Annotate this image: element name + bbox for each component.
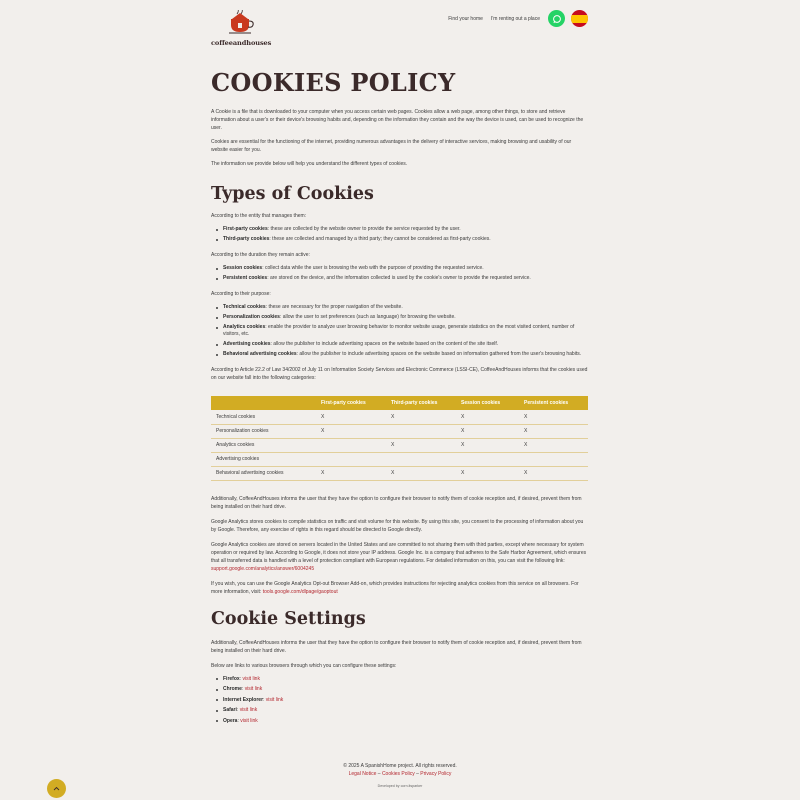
list-item: Personalization cookies: allow the user to set preferences (such as language) for browsing the website. xyxy=(211,314,588,321)
by-entity-intro: According to the entity that manages them: xyxy=(211,213,307,219)
logo-text: coffeeandhouses xyxy=(211,39,272,47)
list-item: Behavioral advertising cookies: allow the publisher to include advertising spaces on the website based on information gathered from the user's browsing habits. xyxy=(211,351,588,358)
table-header-cell: Session cookies xyxy=(456,396,519,410)
table-cell: X xyxy=(456,438,519,452)
ga-paragraph-3: If you wish, you can use the Google Analytics Opt-out Browser Add-on, which provides instructions for rejecting analytics cookies from this service on all browsers. For more information, visit: tools.google.com/dlpage/gaoptout xyxy=(211,580,579,595)
settings-paragraph-1: Additionally, CoffeeAndHouses informs the user that they have the option to configure their browser to notify them of cookie reception and, if desired, prevent them from being installed on their hard drive. xyxy=(211,639,582,654)
table-header-cell xyxy=(211,396,316,410)
table-cell xyxy=(386,452,456,466)
list-item: Third-party cookies: these are collected and managed by a third party; they cannot be considered as first-party cookies. xyxy=(211,236,588,243)
list-item: Internet Explorer: visit link xyxy=(211,697,588,704)
ga-support-link[interactable]: support.google.com/analytics/answer/6004245 xyxy=(211,565,315,572)
list-item: Persistent cookies: are stored on the device, and the information collected is used by the cookie's owner to provide the requested service. xyxy=(211,275,588,282)
list-item: Safari: visit link xyxy=(211,707,588,714)
table-row xyxy=(211,424,588,438)
cookies-table xyxy=(211,396,588,481)
footer-separator: – xyxy=(377,771,381,777)
table-cell: X xyxy=(519,466,588,480)
nav-find-home[interactable]: Find your home xyxy=(448,15,483,22)
list-item: Advertising cookies: allow the publisher to include advertising spaces on the website based on the content of the site itself. xyxy=(211,341,588,348)
footer-links xyxy=(0,771,800,777)
by-entity-list xyxy=(211,226,588,243)
table-cell: Technical cookies xyxy=(211,410,316,424)
table-cell: X xyxy=(519,424,588,438)
by-purpose-list xyxy=(211,304,588,358)
intro-paragraph-2: Cookies are essential for the functioning of the internet, providing numerous advantages in the delivery of interactive services, making browsing and usability of our website easier for you. xyxy=(211,139,572,153)
page-title: COOKIES POLICY xyxy=(211,68,456,97)
table-cell: X xyxy=(456,466,519,480)
settings-heading: Cookie Settings xyxy=(211,608,366,629)
legal-notice-link[interactable]: Legal Notice xyxy=(348,771,377,777)
table-row xyxy=(211,452,588,466)
developed-by: Developed by corn.itsparker xyxy=(377,784,423,788)
table-cell xyxy=(316,438,386,452)
coffee-cup-icon xyxy=(228,10,256,38)
table-cell: X xyxy=(316,410,386,424)
list-item: Technical cookies: these are necessary for the proper navigation of the website. xyxy=(211,304,588,311)
table-cell: X xyxy=(386,466,456,480)
table-cell: X xyxy=(519,410,588,424)
browser-list xyxy=(211,676,588,725)
opera-link[interactable]: visit link xyxy=(240,717,258,724)
footer-copyright: © 2025 A SpanishHome project. All rights reserved. xyxy=(343,763,457,769)
table-cell: X xyxy=(456,410,519,424)
chrome-link[interactable]: visit link xyxy=(244,686,263,692)
intro-paragraph-1: A Cookie is a file that is downloaded to your computer when you access certain web pages. Cookies allow a web page, among other things, to store and retrieve information about a user's or their device's browsing habits and, depending on the information they contain and the way the device is used, can be used to recognize the user. xyxy=(211,109,584,131)
table-cell xyxy=(456,452,519,466)
intro-paragraph-3: The information we provide below will help you understand the different types of cookies. xyxy=(211,161,408,167)
chevron-up-icon xyxy=(53,786,60,791)
settings-paragraph-2: Below are links to various browsers through which you can configure these settings: xyxy=(211,662,397,669)
ga-optout-link[interactable]: tools.google.com/dlpage/gaoptout xyxy=(262,588,338,595)
footer-separator: – xyxy=(416,771,419,777)
logo[interactable] xyxy=(211,10,271,50)
nav-renting-out[interactable]: I'm renting out a place xyxy=(490,15,540,22)
list-item: Firefox: visit link xyxy=(211,676,588,683)
law-paragraph: According to Article 22.2 of Law 34/2002 of July 11 on Information Society Services and Electronic Commerce (LSSI-CE), CoffeeAndHouses informs that the cookies used on our website fall into the following categories: xyxy=(211,367,588,381)
by-duration-list xyxy=(211,265,588,282)
list-item: Analytics cookies: enable the provider to analyze user browsing behavior to monitor website usage, generate statistics on the most visited content, number of visitors, etc. xyxy=(211,324,588,338)
back-to-top-button[interactable] xyxy=(47,779,66,798)
table-cell: X xyxy=(316,466,386,480)
table-row xyxy=(211,466,588,480)
list-item: Session cookies: collect data while the user is browsing the web with the purpose of providing the requested service. xyxy=(211,265,588,272)
by-duration-intro: According to the duration they remain active: xyxy=(211,252,310,258)
table-header-cell: Persistent cookies xyxy=(519,396,588,410)
table-cell xyxy=(386,424,456,438)
table-cell: X xyxy=(456,424,519,438)
table-cell: X xyxy=(316,424,386,438)
top-nav xyxy=(448,10,588,27)
table-cell: Analytics cookies xyxy=(211,438,316,452)
header xyxy=(211,0,588,60)
table-cell xyxy=(519,452,588,466)
after-table-paragraph: Additionally, CoffeeAndHouses informs the user that they have the option to configure their browser to notify them of cookie reception and, if desired, prevent them from being installed on their hard drive. xyxy=(211,495,582,510)
table-header-cell: First-party cookies xyxy=(316,396,386,410)
table-row xyxy=(211,410,588,424)
page-container xyxy=(211,0,588,725)
table-cell: Behavioral advertising cookies xyxy=(211,466,316,480)
table-header-cell: Third-party cookies xyxy=(386,396,456,410)
table-header-row xyxy=(211,396,588,410)
table-row xyxy=(211,438,588,452)
privacy-policy-link[interactable]: Privacy Policy xyxy=(420,771,452,777)
table-cell: Personalization cookies xyxy=(211,424,316,438)
ga-paragraph-2: Google Analytics cookies are stored on servers located in the United States and are committed to not sharing them with third parties, except where necessary for system operation or required by law. According to Google, it does not store your IP address. Google Inc. is a company that adheres to the Safe Harbor Agreement, which ensures that all transferred data is handled with a level of protection compliant with European regulations. For detailed information on this, you can visit the following link: support.google.com/analytics/answer/6004245 xyxy=(211,541,587,572)
list-item: First-party cookies: these are collected by the website owner to provide the service requested by the user. xyxy=(211,226,588,233)
table-cell: X xyxy=(386,410,456,424)
list-item: Opera: visit link xyxy=(211,718,588,725)
firefox-link[interactable]: visit link xyxy=(242,675,260,682)
cookies-policy-link[interactable]: Cookies Policy xyxy=(381,771,415,777)
by-purpose-intro: According to their purpose: xyxy=(211,291,271,297)
ga-paragraph-1: Google Analytics stores cookies to compile statistics on traffic and visit volume for this website. By using this site, you consent to the processing of information about you by Google. Therefore, any exercise of rights in this regard should be directed to Google directly. xyxy=(211,518,584,533)
table-cell: X xyxy=(386,438,456,452)
table-cell xyxy=(316,452,386,466)
safari-link[interactable]: visit link xyxy=(239,707,258,713)
whatsapp-icon[interactable] xyxy=(548,10,565,27)
types-heading: Types of Cookies xyxy=(211,184,374,204)
spain-flag-icon[interactable] xyxy=(571,10,588,27)
table-cell: X xyxy=(519,438,588,452)
list-item: Chrome: visit link xyxy=(211,686,588,693)
table-cell: Advertising cookies xyxy=(211,452,316,466)
internet-explorer-link[interactable]: visit link xyxy=(265,696,284,703)
